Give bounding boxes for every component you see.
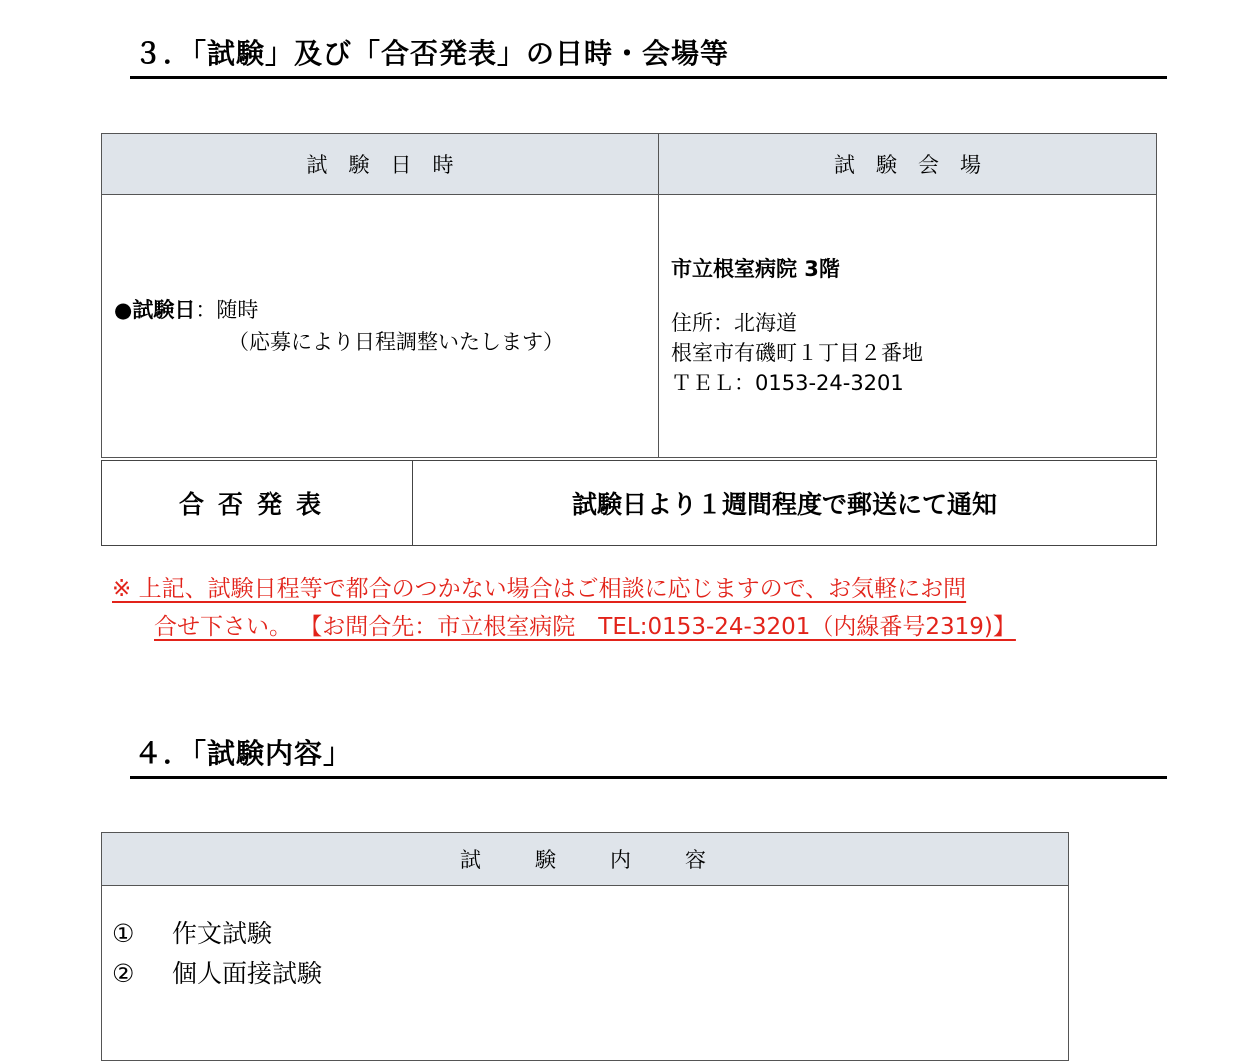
result-value: 試験日より１週間程度で郵送にて通知 xyxy=(413,461,1157,546)
list-item xyxy=(112,954,1068,994)
exam-date-cell xyxy=(102,195,659,458)
exam-content-cell xyxy=(102,886,1069,1061)
item-label: 個人面接試験 xyxy=(172,959,323,988)
item-label: 作文試験 xyxy=(172,919,273,948)
notice-line2: 合せ下さい。 【お問合先：市立根室病院 TEL:0153-24-3201（内線番号2319)】 xyxy=(154,614,1016,640)
header-exam-date: 試 験 日 時 xyxy=(102,134,659,195)
exam-date-note: （応募により日程調整いたします） xyxy=(228,330,564,354)
contact-notice xyxy=(112,570,1142,646)
exam-content-table xyxy=(101,832,1069,1061)
item-number: ② xyxy=(112,959,135,988)
result-announcement-table xyxy=(101,460,1157,546)
header-exam-venue: 試 験 会 場 xyxy=(659,134,1157,195)
notice-line1: ※ 上記、試験日程等で都合のつかない場合はご相談に応じますので、お気軽にお問 xyxy=(112,576,967,602)
venue-address-line1: 住所：北海道 xyxy=(671,311,797,335)
venue-address-line2: 根室市有磯町１丁目２番地 xyxy=(671,341,923,365)
venue-name: 市立根室病院 3階 xyxy=(671,257,840,281)
section3-heading: ３．「試験」及び「合否発表」の日時・会場等 xyxy=(130,36,1167,79)
exam-schedule-table xyxy=(101,133,1157,458)
result-label: 合否発表 xyxy=(102,461,413,546)
venue-tel: ＴＥＬ：0153-24-3201 xyxy=(671,371,904,395)
exam-date-label: ●試験日 xyxy=(114,298,196,322)
section4-heading: ４．「試験内容」 xyxy=(130,736,1167,779)
list-item xyxy=(112,914,1068,954)
exam-venue-cell xyxy=(659,195,1157,458)
header-exam-content: 試 験 内 容 xyxy=(102,833,1069,886)
exam-date-value: ：随時 xyxy=(195,298,259,322)
item-number: ① xyxy=(112,919,135,948)
